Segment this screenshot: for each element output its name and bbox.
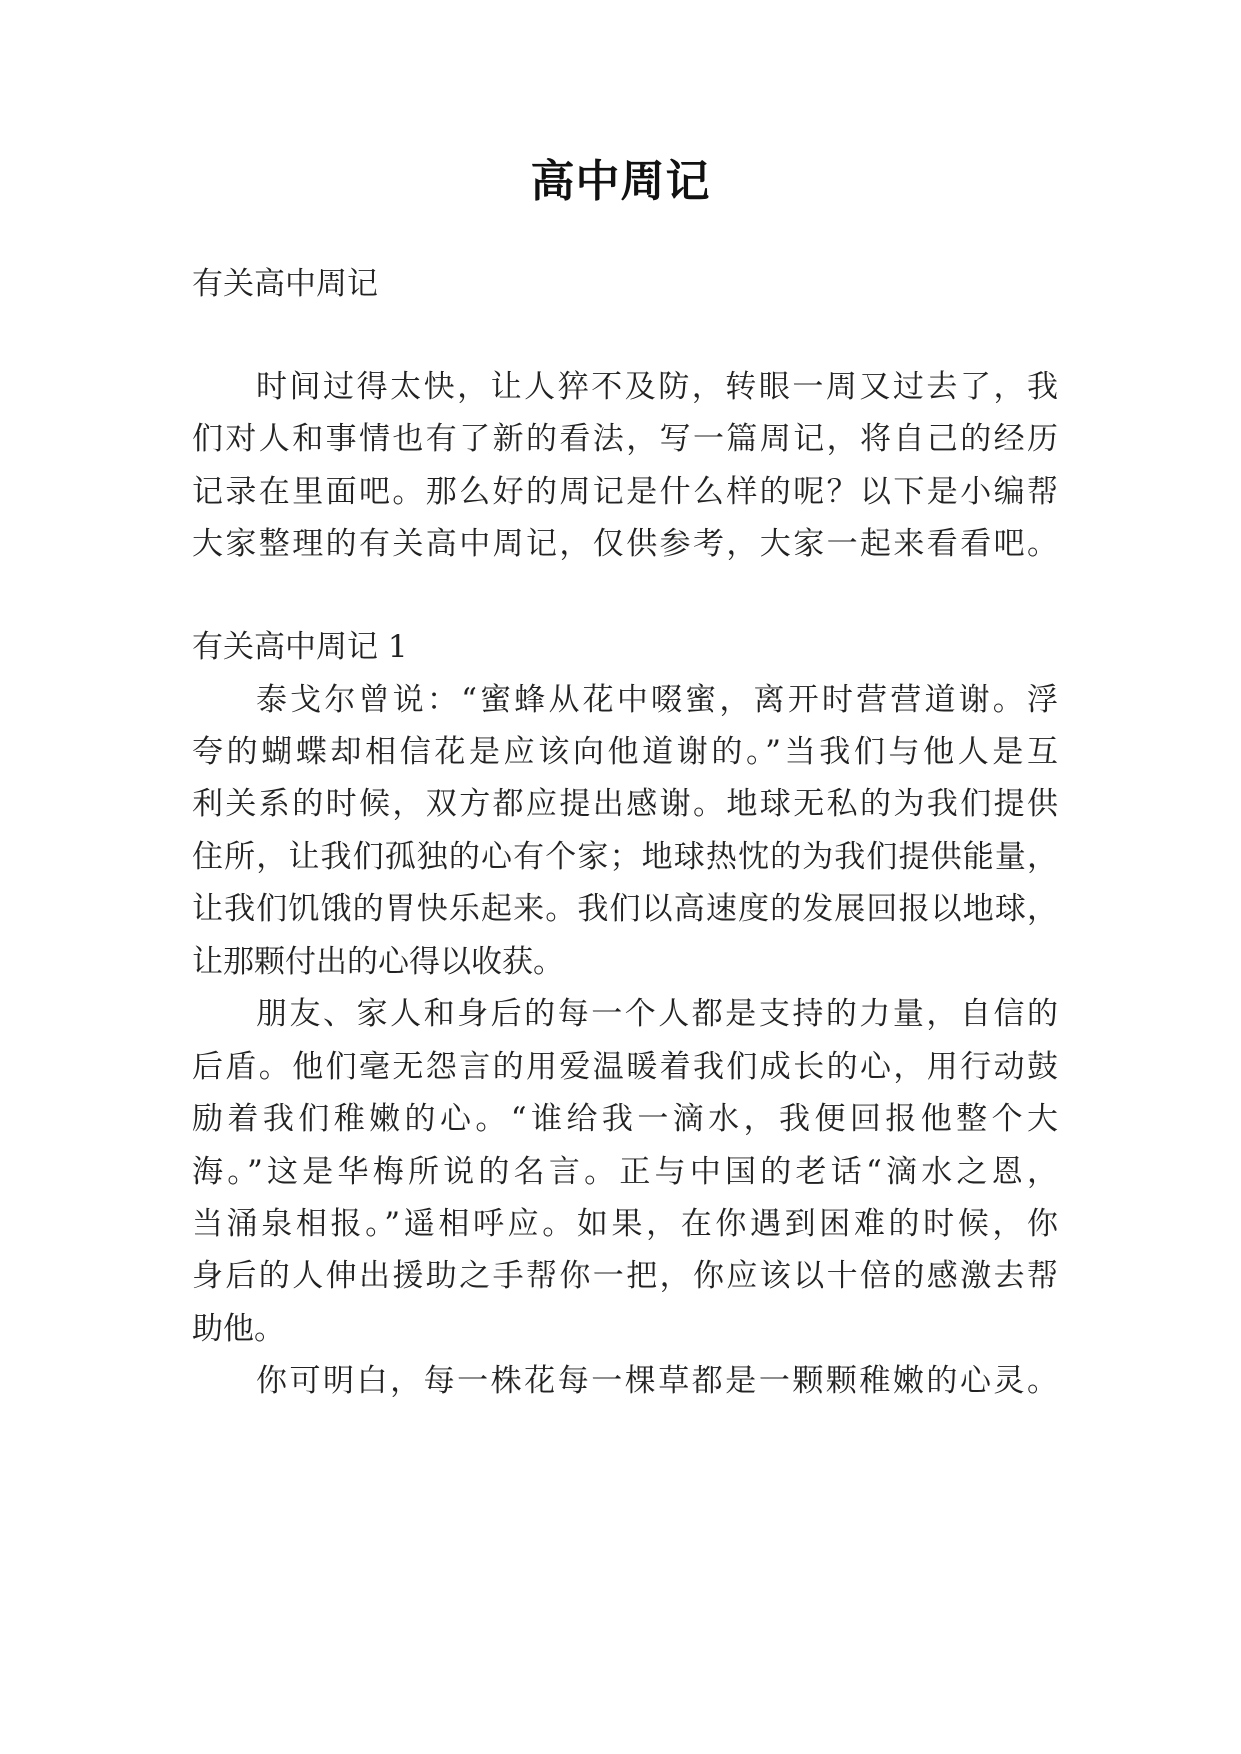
paragraph-line: 当涌泉相报。”遥相呼应。如果，在你遇到困难的时候，你 [192,1206,1058,1242]
paragraph-line: 你可明白，每一株花每一棵草都是一颗颗稚嫩的心灵。 [256,1363,1058,1399]
intro-line: 大家整理的有关高中周记，仅供参考，大家一起来看看吧。 [192,526,1058,562]
document-subtitle: 有关高中周记 [192,266,378,302]
paragraph-line: 夸的蝴蝶却相信花是应该向他道谢的。”当我们与他人是互 [192,734,1058,770]
paragraph-line: 利关系的时候，双方都应提出感谢。地球无私的为我们提供 [192,786,1058,822]
section-heading: 有关高中周记 1 [192,629,408,665]
paragraph-line: 助他。 [192,1311,285,1347]
paragraph-line: 让我们饥饿的胃快乐起来。我们以高速度的发展回报以地球， [192,891,1058,927]
intro-line: 记录在里面吧。那么好的周记是什么样的呢？以下是小编帮 [192,474,1058,510]
paragraph-line: 住所，让我们孤独的心有个家；地球热忱的为我们提供能量， [192,839,1058,875]
paragraph-line: 后盾。他们毫无怨言的用爱温暖着我们成长的心，用行动鼓 [192,1049,1058,1085]
document-title: 高中周记 [530,156,711,207]
paragraph-line: 励着我们稚嫩的心。“谁给我一滴水，我便回报他整个大 [192,1101,1058,1137]
paragraph-line: 海。”这是华梅所说的名言。正与中国的老话“滴水之恩， [192,1154,1058,1190]
paragraph-line: 泰戈尔曾说：“蜜蜂从花中啜蜜，离开时营营道谢。浮 [256,682,1058,718]
paragraph-line: 让那颗付出的心得以收获。 [192,944,564,980]
paragraph-line: 朋友、家人和身后的每一个人都是支持的力量，自信的 [256,996,1058,1032]
intro-line: 时间过得太快，让人猝不及防，转眼一周又过去了，我 [256,369,1058,405]
intro-line: 们对人和事情也有了新的看法，写一篇周记，将自己的经历 [192,421,1058,457]
paragraph-line: 身后的人伸出援助之手帮你一把，你应该以十倍的感激去帮 [192,1258,1058,1294]
